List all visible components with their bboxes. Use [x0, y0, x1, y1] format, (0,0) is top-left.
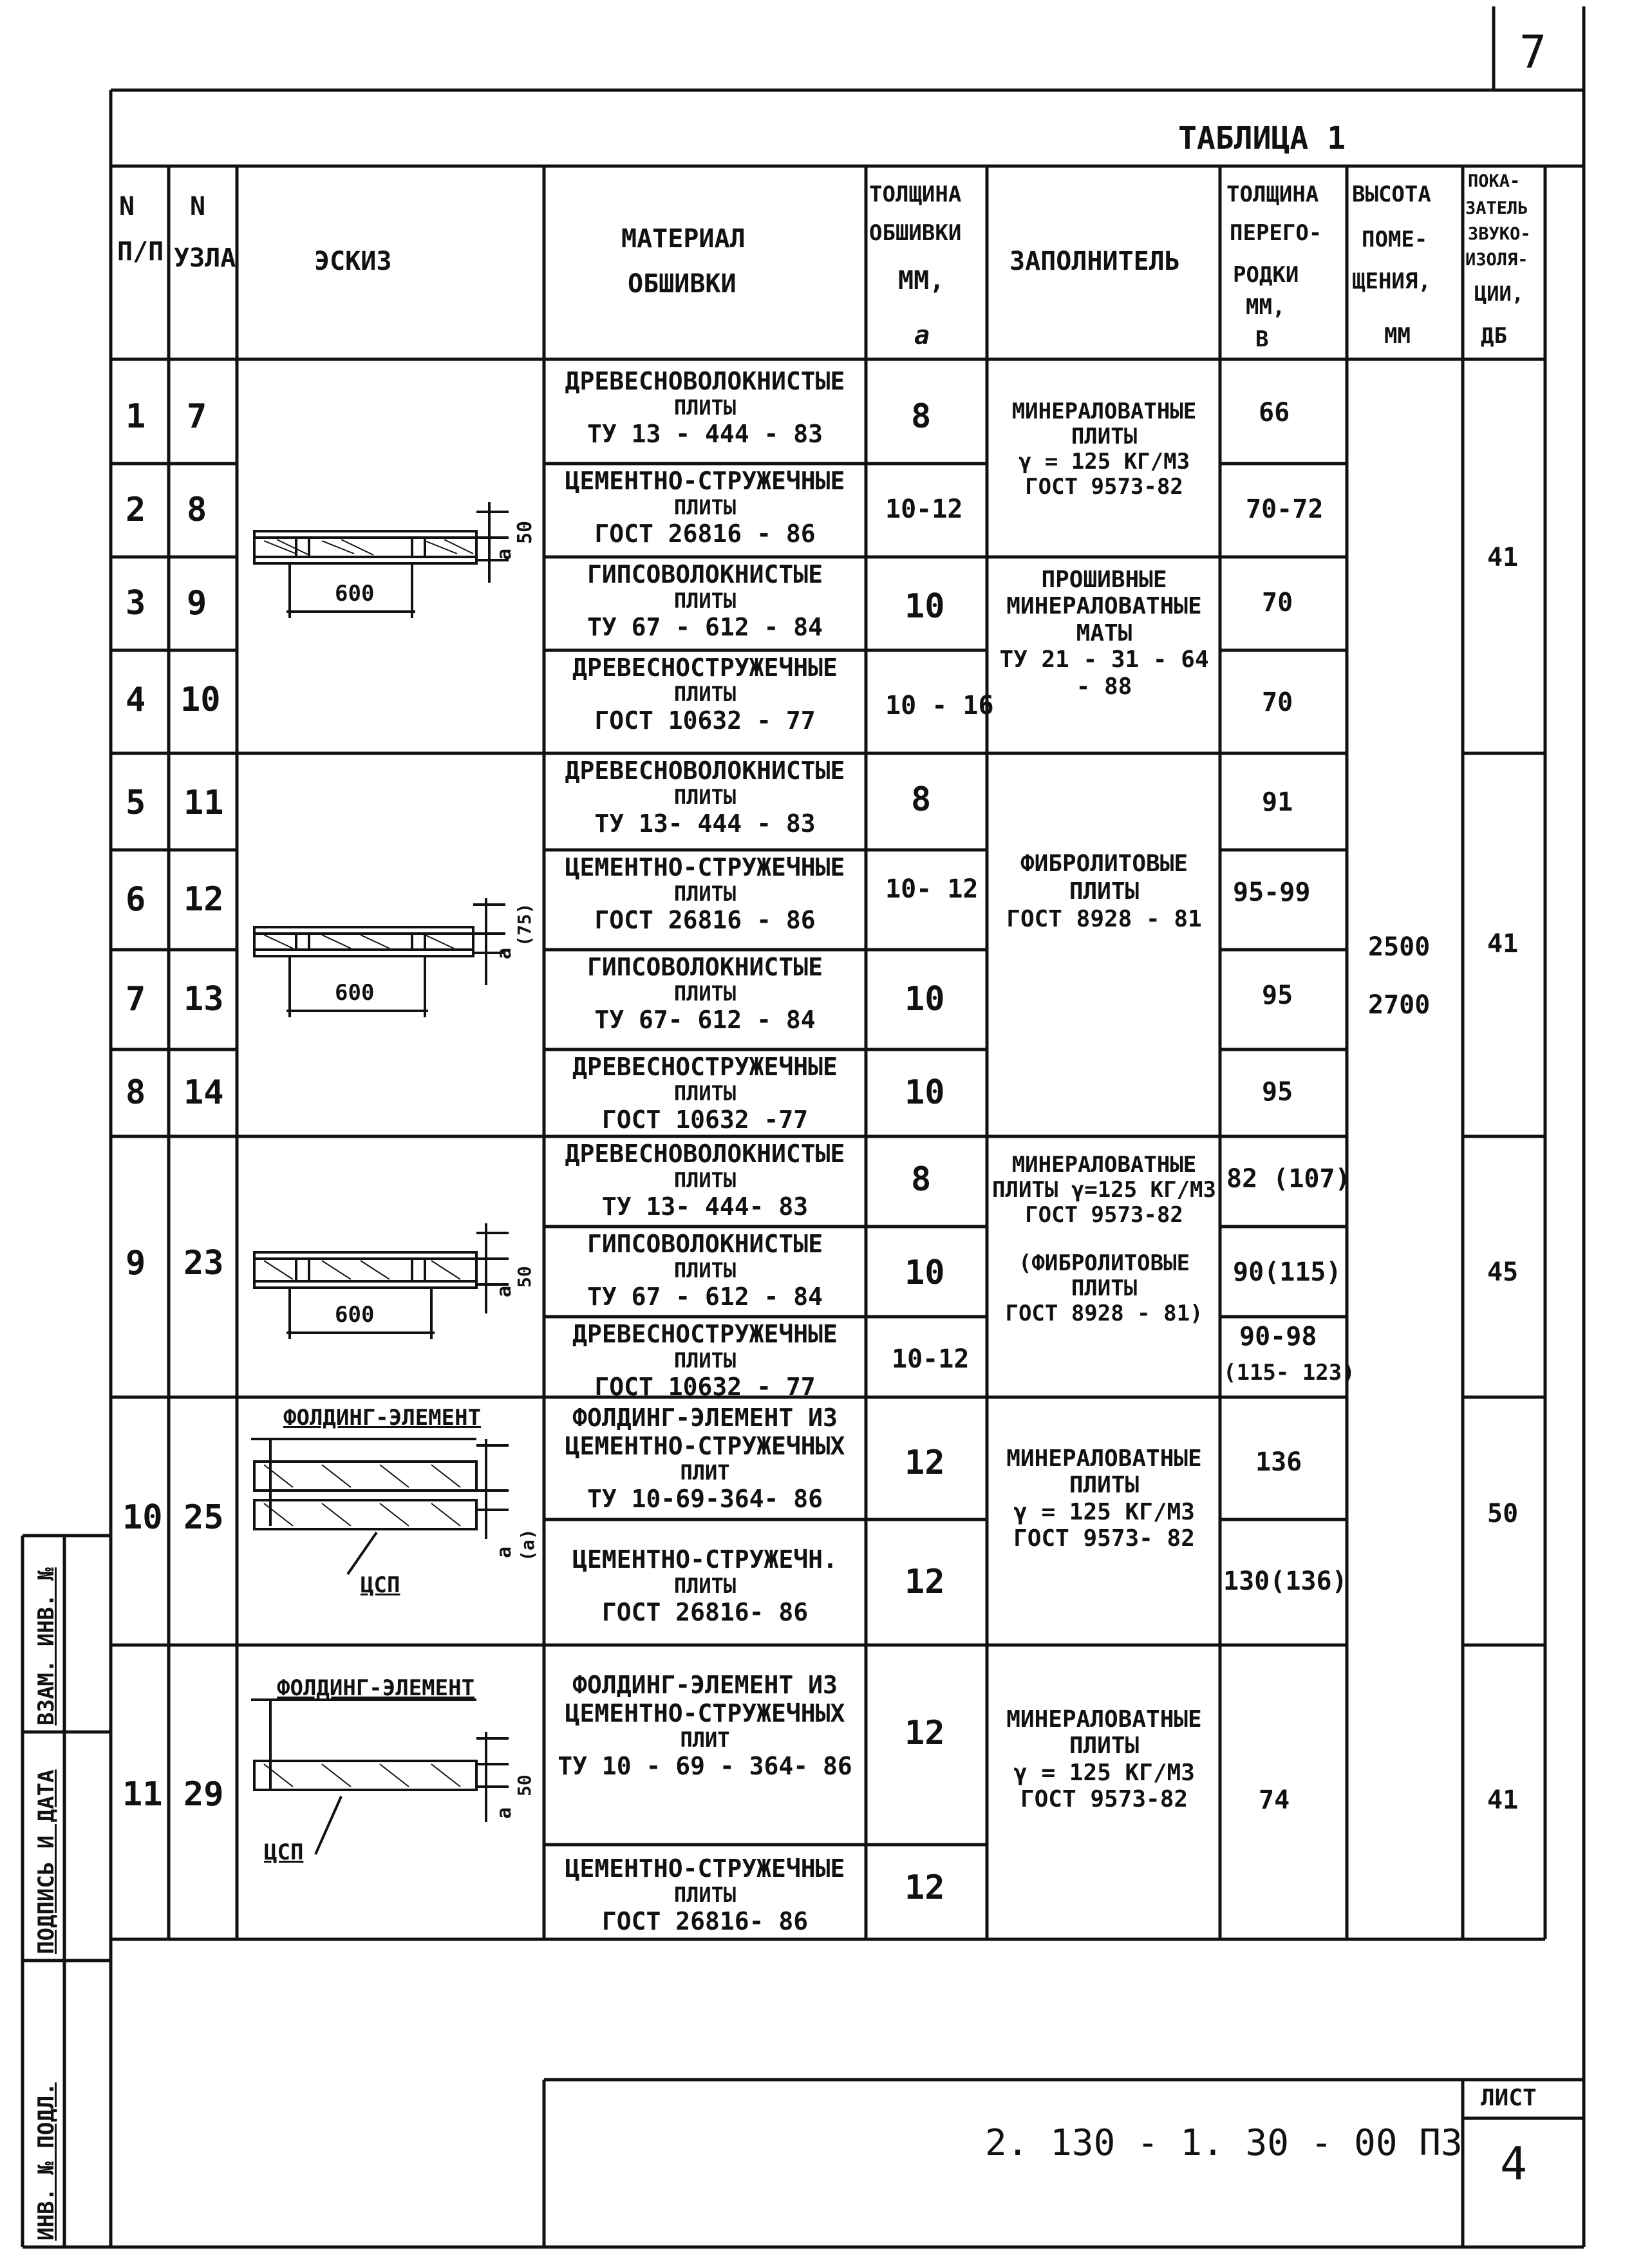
filler-2: ПРОШИВНЫЕ МИНЕРАЛОВАТНЫЕ МАТЫ ТУ 21 - 31 - 64 - 88: [999, 567, 1209, 700]
stamp-vzam: ВЗАМ. ИНВ. №: [33, 1567, 59, 1726]
header-a-1: ТОЛЩИНА: [869, 182, 962, 207]
filler-1: МИНЕРАЛОВАТНЫЕ ПЛИТЫ γ = 125 КГ/М3 ГОСТ 9573-82: [1011, 399, 1197, 500]
insulation-3: 45: [1487, 1257, 1519, 1287]
header-db-3: ЗВУКО-: [1468, 224, 1531, 244]
row-5-b: 91: [1262, 787, 1293, 817]
row-4-b: 70: [1262, 688, 1293, 717]
row-10-material: ФОЛДИНГ-ЭЛЕМЕНТ ИЗ ЦЕМЕНТНО-СТРУЖЕЧНЫХ ПЛИТ ТУ 10-69-364- 86: [565, 1404, 845, 1513]
row-9-material: ДРЕВЕСНОВОЛОКНИСТЫЕ ПЛИТЫ ТУ 13- 444- 83: [565, 1140, 845, 1221]
row-2-material: ЦЕМЕНТНО-СТРУЖЕЧНЫЕ ПЛИТЫ ГОСТ 26816 - 86: [565, 467, 845, 548]
header-h-3: ЩЕНИЯ,: [1352, 268, 1431, 294]
sketch-4-dim-a-paren: (a): [517, 1529, 538, 1561]
header-h-4: ММ: [1384, 323, 1411, 349]
row-3-pp: 3: [126, 584, 146, 623]
sketch-1-dim-50: 50: [514, 520, 536, 544]
header-a-2: ОБШИВКИ: [869, 220, 962, 246]
header-pp-label: П/П: [117, 237, 164, 267]
header-material-1: МАТЕРИАЛ: [621, 224, 746, 254]
row-5-pp: 5: [126, 784, 146, 822]
header-b-2: ПЕРЕГО-: [1230, 220, 1322, 246]
row-2-a: 10-12: [885, 494, 963, 524]
row-9b-a: 10: [905, 1254, 945, 1292]
header-sketch: ЭСКИЗ: [314, 247, 392, 276]
sketch-5-dim-a: a: [493, 1807, 516, 1819]
row-7-a: 10: [905, 980, 945, 1019]
row-8-pp: 8: [126, 1073, 146, 1112]
row-10-a: 12: [905, 1444, 945, 1482]
row-4-node: 10: [180, 681, 221, 719]
filler-4: МИНЕРАЛОВАТНЫЕ ПЛИТЫ γ=125 КГ/М3 ГОСТ 9573-82 (ФИБРОЛИТОВЫЕ ПЛИТЫ ГОСТ 8928 - 81): [992, 1152, 1216, 1327]
row-6-material: ЦЕМЕНТНО-СТРУЖЕЧНЫЕ ПЛИТЫ ГОСТ 26816 - 86: [565, 853, 845, 934]
sketch-1-dim: 600: [335, 581, 375, 607]
sketch-2-dim: 600: [335, 980, 375, 1006]
sketch-5-folding-label: ФОЛДИНГ-ЭЛЕМЕНТ: [277, 1675, 475, 1701]
header-h-2: ПОМЕ-: [1362, 227, 1428, 252]
row-3-a: 10: [905, 587, 945, 626]
sketch-4-dim-a: a: [493, 1546, 516, 1558]
insulation-4: 50: [1487, 1499, 1519, 1529]
row-11-node: 29: [183, 1775, 224, 1814]
header-node-label: УЗЛА: [174, 243, 236, 273]
row-9-pp: 9: [126, 1244, 146, 1283]
header-node-n: N: [190, 192, 206, 221]
row-10-b: 136: [1255, 1447, 1302, 1477]
row-10b-a: 12: [905, 1563, 945, 1601]
sheet-label: ЛИСТ: [1481, 2085, 1537, 2111]
row-1-pp: 1: [126, 397, 146, 436]
row-1-material: ДРЕВЕСНОВОЛОКНИСТЫЕ ПЛИТЫ ТУ 13 - 444 - 83: [565, 367, 845, 448]
row-9b-b: 90(115): [1233, 1257, 1342, 1287]
row-4-pp: 4: [126, 681, 146, 719]
row-2-b: 70-72: [1246, 494, 1324, 524]
row-3-node: 9: [187, 584, 207, 623]
header-filler: ЗАПОЛНИТЕЛЬ: [1009, 247, 1180, 276]
row-6-node: 12: [183, 880, 224, 919]
page-number: 7: [1519, 26, 1547, 79]
header-a-4: a: [914, 321, 930, 350]
row-4-material: ДРЕВЕСНОСТРУЖЕЧНЫЕ ПЛИТЫ ГОСТ 10632 - 77: [572, 654, 838, 735]
header-db-4: ИЗОЛЯ-: [1465, 250, 1528, 270]
header-a-3: ММ,: [898, 266, 945, 296]
row-9c-a: 10-12: [892, 1344, 970, 1374]
row-10-node: 25: [183, 1498, 224, 1537]
sketch-1-dim-a: a: [493, 548, 516, 560]
header-b-4: ММ,: [1246, 294, 1286, 320]
row-1-node: 7: [187, 397, 207, 436]
sketch-2-dim-75: (75): [514, 903, 535, 946]
row-6-a: 10- 12: [885, 874, 979, 904]
header-db-1: ПОКА-: [1468, 171, 1521, 191]
row-9c-b2: (115- 123): [1223, 1360, 1355, 1386]
room-height-1: 2500: [1368, 932, 1431, 962]
row-8-b: 95: [1262, 1077, 1293, 1107]
row-8-material: ДРЕВЕСНОСТРУЖЕЧНЫЕ ПЛИТЫ ГОСТ 10632 -77: [572, 1053, 838, 1134]
sketch-5-dim-50: 50: [514, 1774, 535, 1796]
sheet-number: 4: [1500, 2138, 1528, 2190]
row-6-b: 95-99: [1233, 878, 1311, 907]
row-7-pp: 7: [126, 980, 146, 1019]
row-11b-a: 12: [905, 1868, 945, 1907]
sketch-5-tssp-label: ЦСП: [264, 1839, 304, 1865]
row-11-a: 12: [905, 1714, 945, 1753]
document-code: 2. 130 - 1. 30 - 00 ПЗ: [985, 2122, 1463, 2164]
row-8-node: 14: [183, 1073, 224, 1112]
filler-3: ФИБРОЛИТОВЫЕ ПЛИТЫ ГОСТ 8928 - 81: [1006, 851, 1202, 933]
sketch-2-dim-a: a: [493, 947, 516, 959]
insulation-2: 41: [1487, 929, 1519, 959]
header-db-2: ЗАТЕЛЬ: [1465, 198, 1528, 218]
row-5-a: 8: [911, 780, 932, 819]
row-5-node: 11: [183, 784, 224, 822]
filler-5: МИНЕРАЛОВАТНЫЕ ПЛИТЫ γ = 125 КГ/М3 ГОСТ 9573- 82: [1006, 1445, 1202, 1552]
stamp-inv-podl: ИНВ. № ПОДЛ.: [33, 2082, 59, 2241]
row-7-material: ГИПСОВОЛОКНИСТЫЕ ПЛИТЫ ТУ 67- 612 - 84: [587, 953, 823, 1034]
sketch-4-folding-label: ФОЛДИНГ-ЭЛЕМЕНТ: [283, 1405, 482, 1431]
row-9c-b: 90-98: [1239, 1322, 1317, 1351]
row-9c-material: ДРЕВЕСНОСТРУЖЕЧНЫЕ ПЛИТЫ ГОСТ 10632 - 77: [572, 1320, 838, 1401]
row-9-b: 82 (107): [1226, 1164, 1351, 1194]
row-6-pp: 6: [126, 880, 146, 919]
row-11b-material: ЦЕМЕНТНО-СТРУЖЕЧНЫЕ ПЛИТЫ ГОСТ 26816- 86: [565, 1854, 845, 1935]
row-2-pp: 2: [126, 491, 146, 529]
sketch-3-dim-a: a: [493, 1285, 516, 1297]
header-db-5: ЦИИ,: [1474, 281, 1525, 306]
header-b-1: ТОЛЩИНА: [1226, 182, 1319, 207]
header-b-3: РОДКИ: [1233, 262, 1299, 288]
row-9-a: 8: [911, 1160, 932, 1199]
sketch-3-dim: 600: [335, 1302, 375, 1328]
sketch-drawings: [251, 502, 509, 1854]
header-h-1: ВЫСОТА: [1352, 182, 1431, 207]
header-b-5: B: [1255, 326, 1269, 352]
sketch-3-dim-50: 50: [514, 1266, 535, 1288]
row-7-node: 13: [183, 980, 224, 1019]
row-11-b: 74: [1259, 1785, 1290, 1815]
header-pp-n: N: [119, 192, 135, 221]
header-db-6: ДБ: [1481, 323, 1507, 349]
room-height-2: 2700: [1368, 990, 1431, 1020]
row-5-material: ДРЕВЕСНОВОЛОКНИСТЫЕ ПЛИТЫ ТУ 13- 444 - 83: [565, 757, 845, 838]
row-4-a: 10 - 16: [885, 691, 994, 720]
row-11-pp: 11: [122, 1775, 163, 1814]
table-title: ТАБЛИЦА 1: [1178, 120, 1346, 156]
row-11-material: ФОЛДИНГ-ЭЛЕМЕНТ ИЗ ЦЕМЕНТНО-СТРУЖЕЧНЫХ ПЛИТ ТУ 10 - 69 - 364- 86: [558, 1671, 852, 1780]
row-9-node: 23: [183, 1244, 224, 1283]
row-1-b: 66: [1259, 398, 1290, 428]
row-10b-material: ЦЕМЕНТНО-СТРУЖЕЧН. ПЛИТЫ ГОСТ 26816- 86: [572, 1545, 838, 1626]
row-3-b: 70: [1262, 588, 1293, 617]
row-8-a: 10: [905, 1073, 945, 1112]
row-1-a: 8: [911, 397, 932, 436]
row-10b-b: 130(136): [1223, 1566, 1347, 1596]
insulation-5: 41: [1487, 1785, 1519, 1815]
sketch-4-tssp-label: ЦСП: [361, 1572, 400, 1598]
row-9b-material: ГИПСОВОЛОКНИСТЫЕ ПЛИТЫ ТУ 67 - 612 - 84: [587, 1230, 823, 1311]
filler-6: МИНЕРАЛОВАТНЫЕ ПЛИТЫ γ = 125 КГ/М3 ГОСТ 9573-82: [1006, 1706, 1202, 1813]
row-2-node: 8: [187, 491, 207, 529]
row-10-pp: 10: [122, 1498, 163, 1537]
row-7-b: 95: [1262, 981, 1293, 1010]
stamp-podpis: ПОДПИСЬ И ДАТА: [33, 1769, 59, 1954]
header-material-2: ОБШИВКИ: [628, 269, 737, 299]
insulation-1: 41: [1487, 543, 1519, 572]
row-3-material: ГИПСОВОЛОКНИСТЫЕ ПЛИТЫ ТУ 67 - 612 - 84: [587, 560, 823, 641]
